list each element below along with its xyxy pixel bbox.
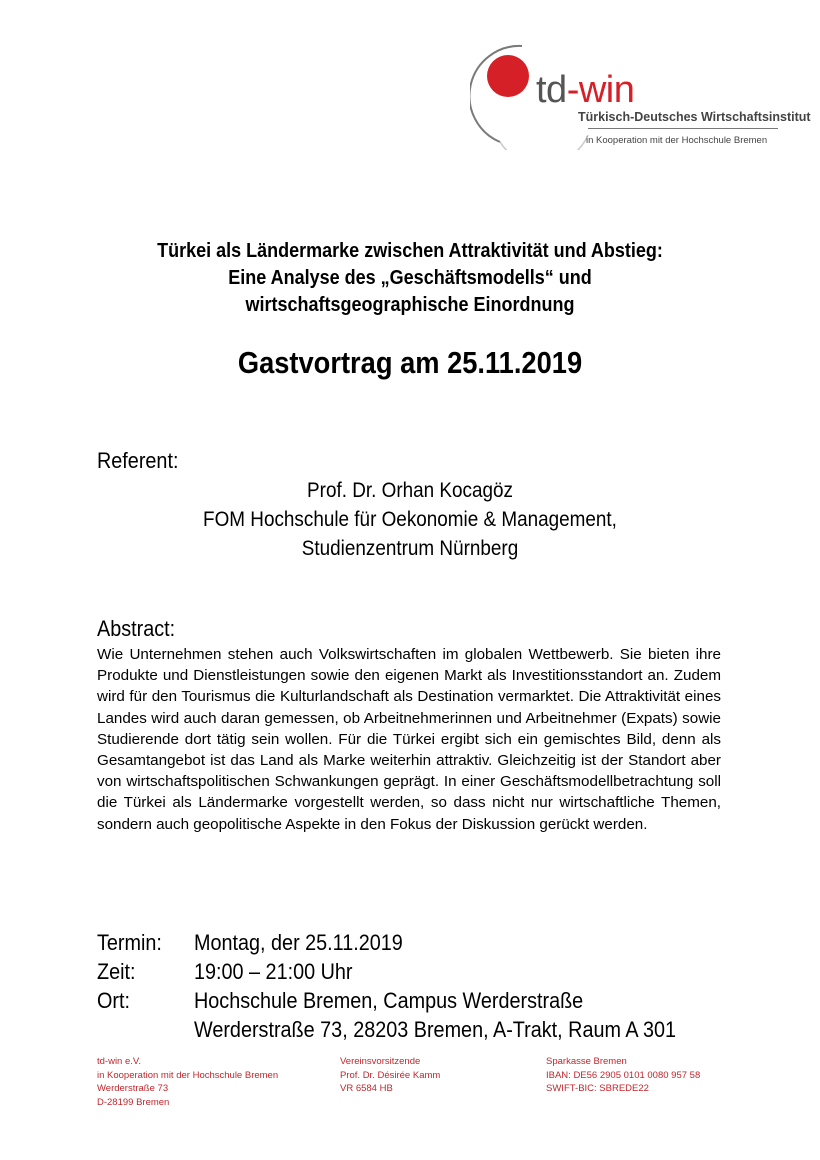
time-label: Zeit:	[97, 959, 136, 984]
location-address: Werderstraße 73, 28203 Bremen, A-Trakt, Raum A 301	[194, 1017, 677, 1042]
logo-subtitle: Türkisch-Deutsches Wirtschaftsinstitut	[578, 110, 811, 124]
logo-word-td: td	[536, 69, 567, 111]
footer-line: Sparkasse Bremen	[546, 1056, 627, 1067]
abstract-label: Abstract:	[97, 616, 176, 641]
logo-divider	[588, 128, 778, 129]
footer-line: D-28199 Bremen	[97, 1096, 170, 1108]
footer-line: td-win e.V.	[97, 1056, 142, 1067]
footer-line: IBAN: DE56 2905 0101 0080 957 58	[546, 1069, 701, 1081]
lecture-headline: Gastvortrag am 25.11.2019	[237, 345, 583, 380]
title-line: wirtschaftsgeographische Einordnung	[245, 294, 575, 316]
location-value: Hochschule Bremen, Campus Werderstraße	[194, 988, 584, 1013]
footer-board	[340, 1055, 440, 1096]
footer-line: in Kooperation mit der Hochschule Bremen	[97, 1069, 279, 1081]
event-title	[60, 238, 760, 319]
location-label: Ort:	[97, 988, 131, 1013]
speaker-info	[90, 476, 730, 563]
footer-line: Vereinsvorsitzende	[340, 1056, 421, 1067]
logo-red-dot-icon	[487, 55, 529, 97]
logo-cooperation: in Kooperation mit der Hochschule Bremen	[586, 135, 768, 146]
speaker-campus: Studienzentrum Nürnberg	[301, 537, 519, 560]
abstract-text: Wie Unternehmen stehen auch Volkswirtschaften im globalen Wettbewerb. Sie bieten ihre Produkte und Dienstleistungen sowie den eigenen Markt als Investitionsstandort an. Zudem wird für den Tourismus die Kulturlandschaft als Destination vermarktet. Die Attraktivität eines Landes wird auch daran gemessen, ob Arbeitnehmerinnen und Arbeitnehmer (Expats) sowie Studierende dort tätig sein wollen. Für die Türkei ergibt sich ein gemischtes Bild, denn als Gesamtangebot ist das Land als Marke weiterhin attraktiv. Gleichzeitig ist der Standort aber von wirtschaftspolitischen Schwankungen geprägt. In einer Geschäftsmodellbetrachtung soll die Türkei als Ländermarke vorgestellt werden, so dass nicht nur wirtschaftliche Themen, sondern auch geopolitische Aspekte in den Fokus der Diskussion gerückt werden.	[97, 646, 721, 833]
td-win-logo	[470, 40, 811, 150]
speaker-affiliation: FOM Hochschule für Oekonomie & Management,	[203, 508, 617, 531]
logo-word-win: -win	[566, 69, 635, 111]
footer-line: VR 6584 HB	[340, 1083, 393, 1094]
title-line: Eine Analyse des „Geschäftsmodells“ und	[228, 267, 592, 289]
date-value: Montag, der 25.11.2019	[194, 930, 403, 955]
date-label: Termin:	[97, 930, 162, 955]
footer-line: Prof. Dr. Désirée Kamm	[340, 1069, 441, 1081]
footer-bank	[546, 1055, 700, 1096]
speaker-label: Referent:	[97, 448, 179, 473]
time-value: 19:00 – 21:00 Uhr	[194, 959, 353, 984]
footer-line: Werderstraße 73	[97, 1083, 169, 1094]
footer-association	[97, 1055, 278, 1109]
logo-wordmark	[536, 70, 634, 110]
footer-line: SWIFT-BIC: SBREDE22	[546, 1083, 649, 1094]
speaker-name: Prof. Dr. Orhan Kocagöz	[307, 479, 513, 502]
title-line: Türkei als Ländermarke zwischen Attraktivität und Abstieg:	[157, 240, 663, 262]
